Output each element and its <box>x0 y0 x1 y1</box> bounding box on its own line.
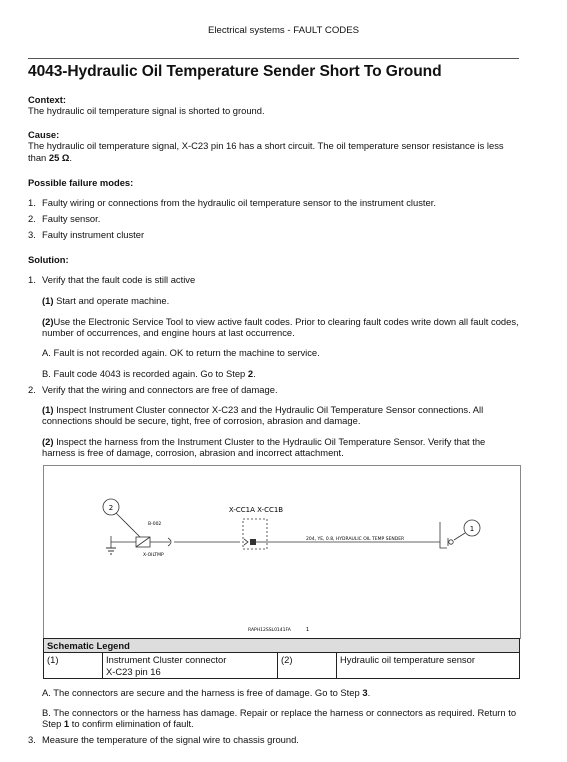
solution-step-2: 2. Verify that the wiring and connectors are free of damage. <box>28 384 278 395</box>
context-text: The hydraulic oil temperature signal is shorted to ground. <box>28 105 265 117</box>
step-2-option-a: A. The connectors are secure and the harness is free of damage. Go to Step 3. <box>42 687 371 698</box>
callout-1-leader <box>454 533 465 540</box>
context-label: Context: <box>28 94 67 105</box>
solution-label: Solution: <box>28 254 69 265</box>
connector-label: X-CC1A X-CC1B <box>228 506 284 514</box>
step-2-option-b: B. The connectors or the harness has damage. Repair or replace the harness or connectors as required. Return to Step 1 to confirm elimination of fault. <box>42 707 517 730</box>
callout-2-leader <box>116 513 141 538</box>
legend-desc: Hydraulic oil temperature sensor <box>337 653 520 679</box>
figure-number: 1 <box>306 627 310 633</box>
legend-title: Schematic Legend <box>44 639 520 653</box>
schematic-drawing <box>44 466 520 638</box>
figure-id: RAPH12SSL0141FA <box>248 628 291 633</box>
step-1-sub-2: (2)Use the Electronic Service Tool to view active fault codes. Prior to clearing fault codes write down all fault codes, number of occurrences, and engine hours at last occurrence. <box>42 316 519 339</box>
solution-step-1: 1. Verify that the fault code is still active <box>28 274 196 285</box>
schematic-legend-table <box>43 638 520 679</box>
page-title: 4043-Hydraulic Oil Temperature Sender Short To Ground <box>28 63 442 80</box>
wiring-schematic <box>43 465 521 639</box>
cause-text: The hydraulic oil temperature signal, X-C23 pin 16 has a short circuit. The oil temperature sensor resistance is less than 25 Ω. <box>28 140 504 163</box>
failure-mode-item: 1. Faulty wiring or connections from the hydraulic oil temperature sensor to the instrument cluster. <box>28 197 436 208</box>
legend-num: (2) <box>278 653 337 679</box>
sensor-label-x: X-OILTMP <box>143 553 164 558</box>
wire-label: 204, YE, 0.8, HYDRAULIC OIL TEMP SENDER <box>306 537 405 542</box>
cause-value: 25 Ω <box>48 151 70 163</box>
failure-mode-item: 2. Faulty sensor. <box>28 213 101 224</box>
cluster-pin <box>449 540 453 544</box>
page-header: Electrical systems - FAULT CODES <box>207 25 360 36</box>
cause-label: Cause: <box>28 129 60 140</box>
step-1-sub-1: (1) Start and operate machine. <box>42 295 170 306</box>
legend-desc: Instrument Cluster connector X-C23 pin 16 <box>103 653 278 679</box>
failure-modes-label: Possible failure modes: <box>28 177 134 188</box>
context-section <box>28 94 520 117</box>
step-1-option-b: B. Fault code 4043 is recorded again. Go to Step 2. <box>42 368 256 379</box>
legend-num: (1) <box>44 653 103 679</box>
title-rule <box>28 58 519 59</box>
step-1-option-a: A. Fault is not recorded again. OK to return the machine to service. <box>42 347 320 358</box>
solution-step-3: 3. Measure the temperature of the signal wire to chassis ground. <box>28 734 299 745</box>
connector-pin-mid <box>250 539 256 545</box>
failure-mode-item: 3. Faulty instrument cluster <box>28 229 145 240</box>
callout-1-label: 1 <box>469 525 475 533</box>
cluster-bracket <box>440 522 447 548</box>
sensor-label-b: B-002 <box>148 522 162 527</box>
connector-pin-left <box>244 539 248 545</box>
cause-section <box>28 129 520 163</box>
table-row <box>44 653 520 679</box>
callout-2-label: 2 <box>108 504 114 512</box>
step-2-sub-2: (2) Inspect the harness from the Instrument Cluster to the Hydraulic Oil Temperature Sensor. Verify that the harness is free of damage, corrosion, abrasion and incorrect attachment. <box>42 436 486 459</box>
step-2-sub-1: (1) Inspect Instrument Cluster connector X-C23 and the Hydraulic Oil Temperature Sensor connections. All connections should be secure, tight, free of corrosion, abrasion and damage. <box>42 404 484 427</box>
